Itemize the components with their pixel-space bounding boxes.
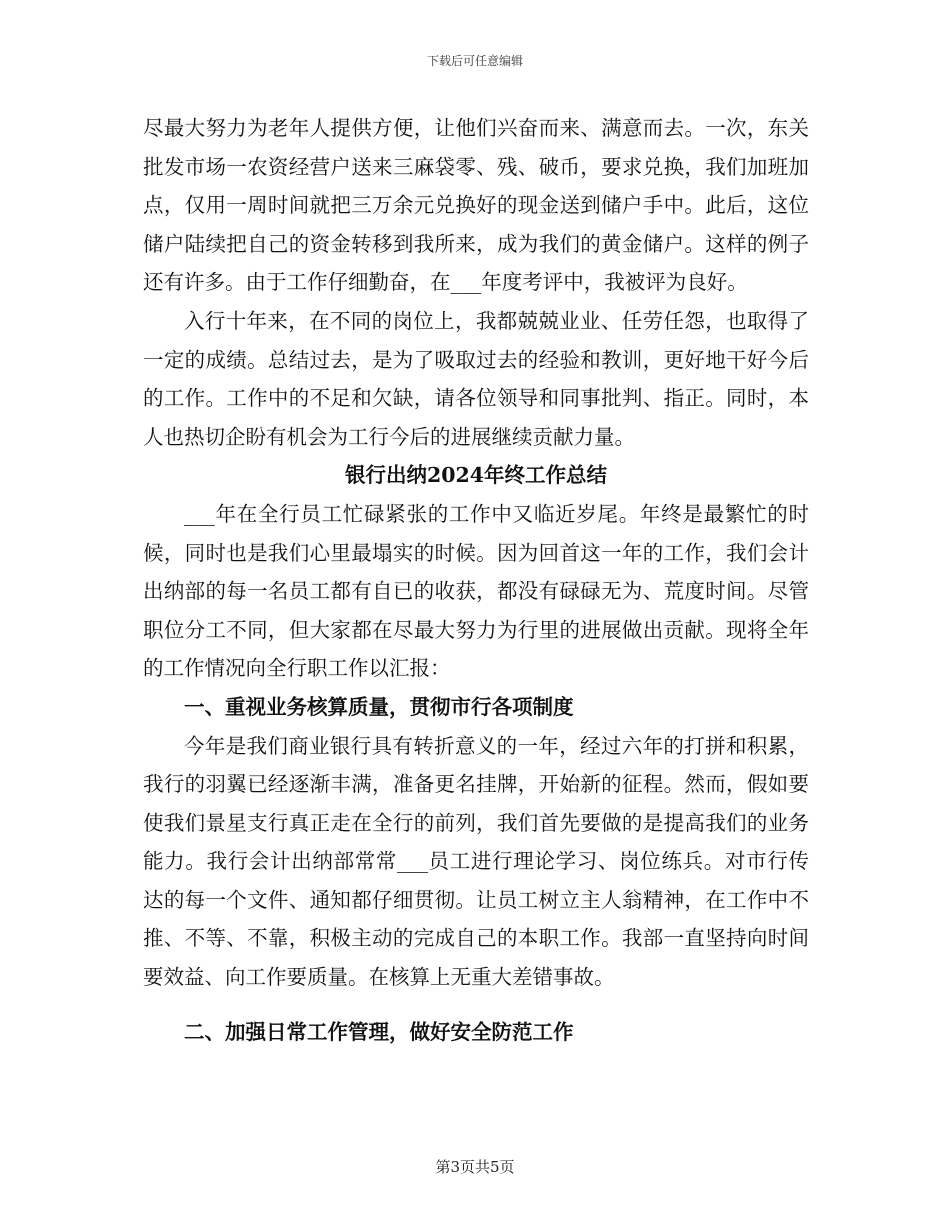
page-header-note: 下载后可任意编辑 xyxy=(426,54,523,68)
section-heading-2: 二、加强日常工作管理，做好安全防范工作 xyxy=(184,1019,574,1044)
paragraph-section-1: 今年是我们商业银行具有转折意义的一年，经过六年的打拼和积累，我行的羽翼已经逐渐丰满，准备更名挂牌，开始新的征程。然而，假如要使我们景星支行真正走在全行的前列，我们首先要做的是提高我们的业务能力。我行会计出纳部常常___员工进行理论学习、岗位练兵。对市行传达的每一个文件、通知都仔细贯彻。让员工树立主人翁精神，在工作中不推、不等、不靠，积极主动的完成自己的本职工作。我部一直坚持向时间要效益、向工作要质量。在核算上无重大差错事故。 xyxy=(143,733,809,990)
paragraph-continued: 尽最大努力为老年人提供方便，让他们兴奋而来、满意而去。一次，东关批发市场一农资经营户送来三麻袋零、残、破币，要求兑换，我们加班加点，仅用一周时间就把三万余元兑换好的现金送到储户手中。此后，这位储户陆续把自己的资金转移到我所来，成为我们的黄金储户。这样的例子还有许多。由于工作仔细勤奋，在___年度考评中，我被评为良好。 xyxy=(143,116,809,295)
document-title: 银行出纳2024年终工作总结 xyxy=(344,463,608,488)
section-heading-1: 一、重视业务核算质量，贯彻市行各项制度 xyxy=(184,694,574,719)
page-footer: 第3页共5页 xyxy=(435,1158,515,1176)
document-body xyxy=(143,109,809,1051)
paragraph-intro: ___年在全行员工忙碌紧张的工作中又临近岁尾。年终是最繁忙的时候，同时也是我们心里最塌实的时候。因为回首这一年的工作，我们会计出纳部的每一名员工都有自已的收获，都没有碌碌无为、荒度时间。尽管职位分工不同，但大家都在尽最大努力为行里的进展做出贡献。现将全年的工作情况向全行职工作以汇报： xyxy=(143,501,809,681)
paragraph-reflection: 入行十年来，在不同的岗位上，我都兢兢业业、任劳任怨，也取得了一定的成绩。总结过去，是为了吸取过去的经验和教训，更好地干好今后的工作。工作中的不足和欠缺，请各位领导和同事批判、指正。同时，本人也热切企盼有机会为工行今后的进展继续贡献力量。 xyxy=(143,308,809,449)
